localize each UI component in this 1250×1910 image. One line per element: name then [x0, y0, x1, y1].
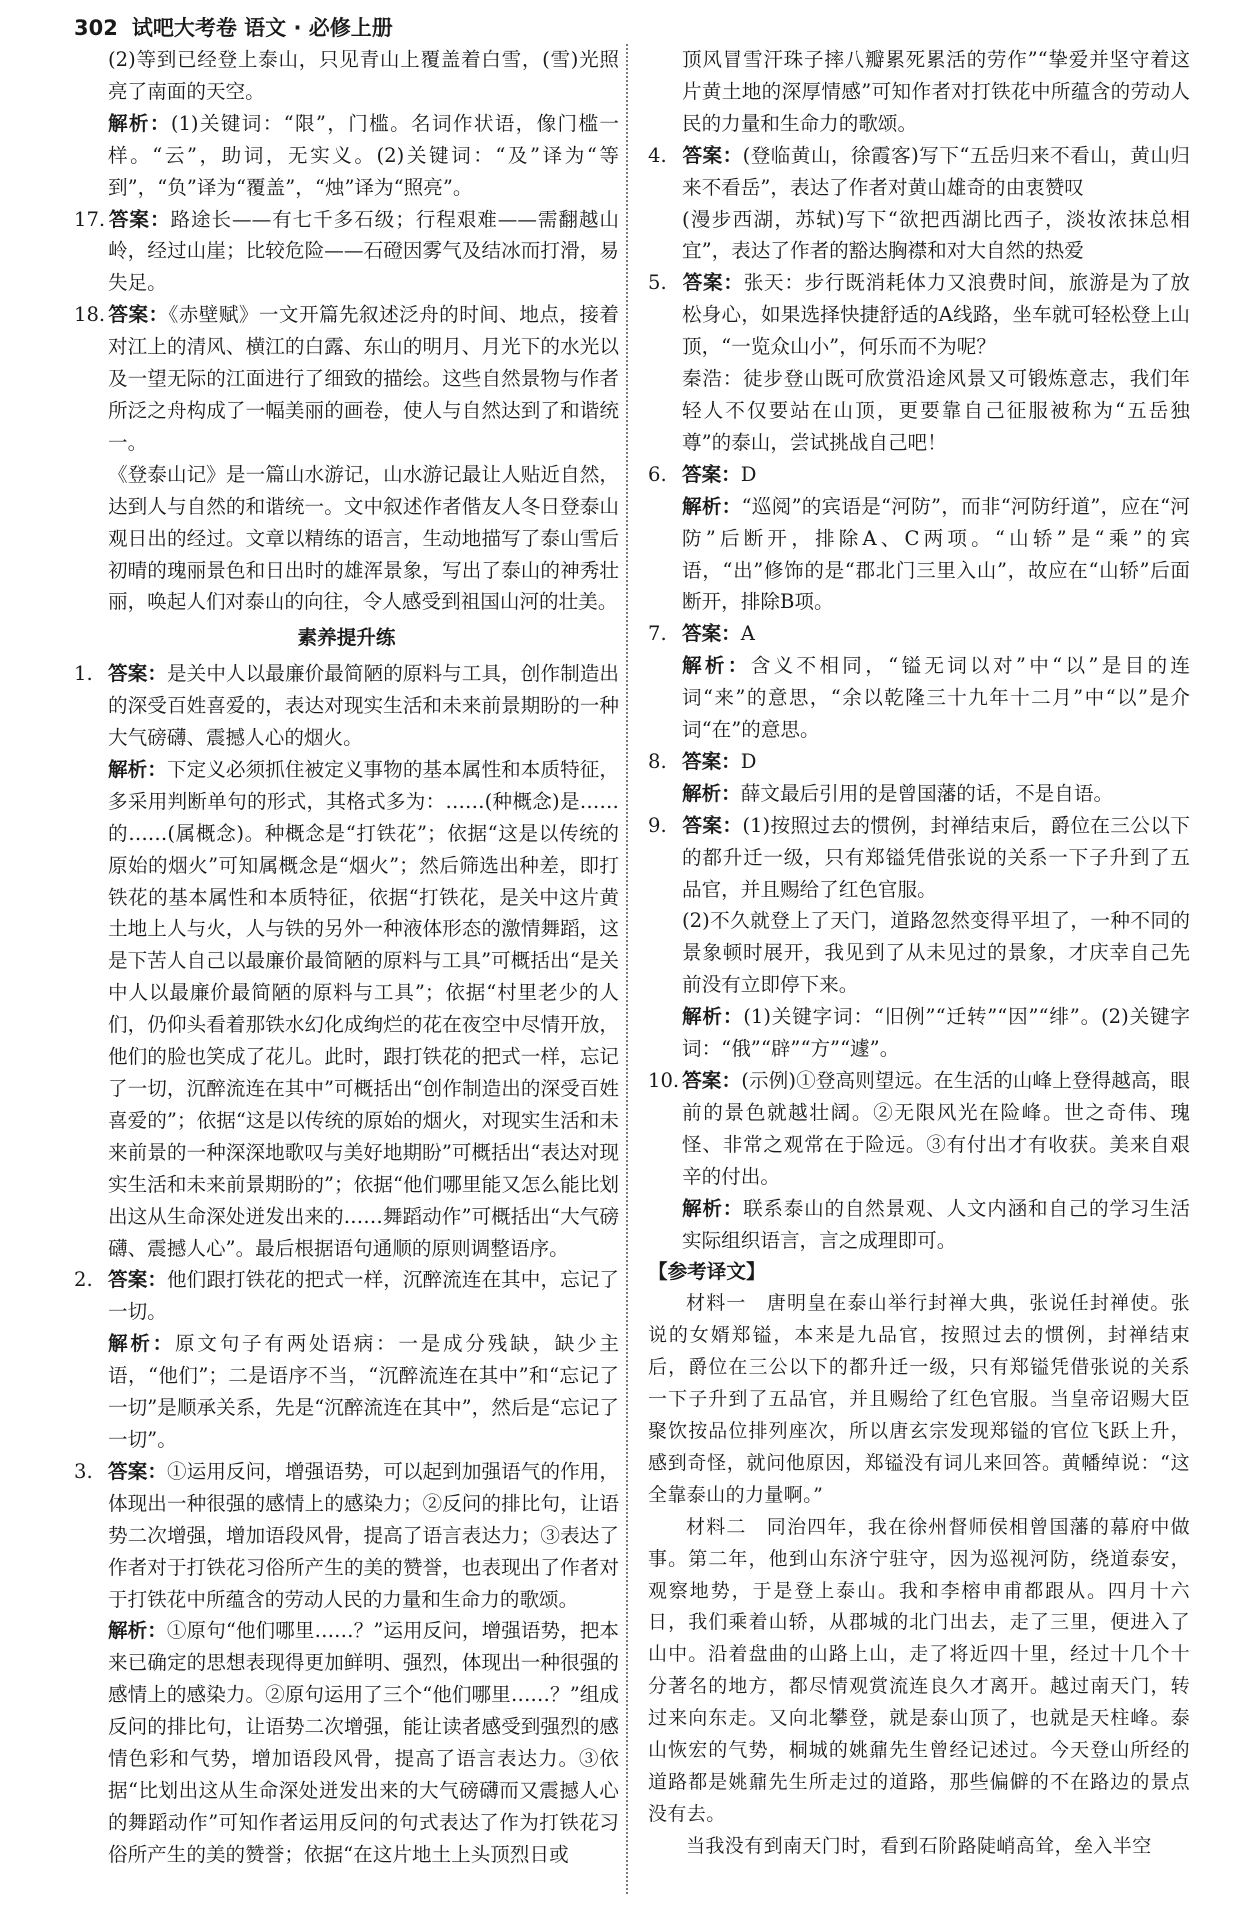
- translation-material-1: 材料一 唐明皇在泰山举行封禅大典，张说任封禅使。张说的女婿郑镒，本来是九品官，按照过去的惯例，封禅结束后，爵位在三公以下的都升迁一级，只有郑镒凭借张说的关系一下子升到了五品官，并且赐给了红色官服。当皇帝诏赐大臣聚饮按品位排列座次，所以唐玄宗发现郑镒的官位飞跃上升，感到奇怪，就问他原因，郑镒没有词儿来回答。黄幡绰说：“这全靠泰山的力量啊。”: [648, 1292, 1190, 1506]
- analysis-label: 解析：: [682, 654, 751, 678]
- analysis-block: [648, 491, 1190, 619]
- analysis-text: “巡阅”的宾语是“河防”，而非“河防纡道”，应在“河防”后断开，排除A、C两项。“山轿”是“乘”的宾语，“出”修饰的是“郡北门三里入山”，故应在“山轿”后面断开，排除B项。: [682, 494, 1190, 614]
- section-title: 素养提升练: [297, 626, 396, 650]
- question-number: 4.: [648, 143, 667, 167]
- page-header: [74, 12, 1250, 42]
- analysis-block: [648, 778, 1190, 810]
- analysis-label: 解析：: [108, 1619, 167, 1643]
- analysis-text: 原文句子有两处语病：一是成分残缺，缺少主语，“他们”；二是语序不当，“沉醉流连在其中”和“忘记了一切”是顺承关系，先是“沉醉流连在其中”，然后是“忘记了一切”。: [108, 1332, 620, 1451]
- translation-material-3: 当我没有到南天门时，看到石阶路陡峭高耸，垒入半空: [686, 1834, 1152, 1857]
- answer-text: (1)按照过去的惯例，封禅结束后，爵位在三公以下的都升迁一级，只有郑镒凭借张说的关系一下子升到了五品官，并且赐给了红色官服。: [682, 813, 1191, 901]
- analysis-text: (1)关键字词：“旧例”“迁转”“因”“绯”。(2)关键字词：“俄”“辟”“方”“遽”。: [682, 1005, 1190, 1061]
- analysis-label: 解析：: [682, 1005, 744, 1029]
- question-s7: [648, 618, 1190, 650]
- answer-text: (2)不久就登上了天门，道路忽然变得平坦了，一种不同的景象顿时展开，我见到了从未见过的景象，才庆幸自己先前没有立即停下来。: [682, 909, 1190, 997]
- analysis-block: [648, 1193, 1190, 1257]
- analysis-block: [74, 1328, 619, 1456]
- question-s4: [648, 140, 1190, 204]
- right-column: [648, 44, 1190, 1863]
- analysis-block: [74, 108, 619, 204]
- question-s8: [648, 746, 1190, 778]
- question-number: 9.: [648, 813, 667, 837]
- answer-text: 顶风冒雪汗珠子摔八瓣累死累活的劳作”“挚爱并坚守着这片黄土地的深厚情感”可知作者对打铁花中所蕴含的劳动人民的力量和生命力的歌颂。: [682, 48, 1190, 135]
- analysis-block: [74, 754, 619, 1265]
- translation-material-2: 材料二 同治四年，我在徐州督师侯相曾国藩的幕府中做事。第二年，他到山东济宁驻守，因为巡视河防，绕道泰安，观察地势，于是登上泰山。我和李榕申甫都跟从。四月十六日，我们乘着山轿，从郡城的北门出去，走了三里，便进入了山中。沿着盘曲的山路上山，走了将近四十里，经过十几个十分著名的地方，都尽情观赏流连良久才离开。越过南天门，转过来向东走。又向北攀登，就是泰山顶了，也就是天柱峰。泰山恢宏的气势，桐城的姚鼐先生曾经记述过。今天登山所经的道路都是姚鼐先生所走过的道路，那些偏僻的不在路边的景点没有去。: [648, 1515, 1190, 1825]
- question-s5: [648, 267, 1190, 363]
- question-s6: [648, 459, 1190, 491]
- analysis-block: [648, 1001, 1190, 1065]
- answer-label: 答案：: [108, 303, 169, 327]
- answer-text: (示例)①登高则望远。在生活的山峰上登得越高，眼前的景色就越壮阔。②无限风光在险峰。世之奇伟、瑰怪、非常之观常在于险远。③有付出才有收获。美来自艰辛的付出。: [682, 1069, 1191, 1188]
- analysis-text: ①原句“他们哪里……？”运用反问，增强语势，把本来已确定的思想表现得更加鲜明、强烈，体现出一种很强的感情上的感染力。②原句运用了三个“他们哪里……？”组成反问的排比句，让语势二次增强，能让读者感受到强烈的感情色彩和气势，增加语段风骨，提高了语言表达力。③依据“比划出这从生命深处迸发出来的大气磅礴而又震撼人心的舞蹈动作”可知作者运用反问的句式表达了作为打铁花习俗所产生的美的赞誉；依据“在这片地土上头顶烈日或: [108, 1619, 619, 1866]
- question-number: 7.: [648, 622, 667, 646]
- question-s9: [648, 810, 1190, 906]
- answer-text: A: [740, 622, 755, 646]
- answer-text: 秦浩：徒步登山既可欣赏沿途风景又可锻炼意志，我们年轻人不仅要站在山顶，更要靠自己征服被称为“五岳独尊”的泰山，尝试挑战自己吧！: [682, 367, 1190, 454]
- analysis-label: 解析：: [682, 494, 742, 518]
- answer-label: 答案：: [108, 1459, 168, 1483]
- analysis-text: 联系泰山的自然景观、人文内涵和自己的学习生活实际组织语言，言之成理即可。: [682, 1196, 1191, 1252]
- question-number: 1.: [74, 662, 93, 686]
- reference-translation-title: 【参考译文】: [648, 1260, 766, 1284]
- answer-text: D: [740, 749, 757, 773]
- answer-label: 答案：: [682, 143, 743, 167]
- answer-label: 答案：: [682, 271, 744, 295]
- question-17: [74, 204, 619, 300]
- question-number: 17.: [74, 207, 106, 231]
- question-number: 2.: [74, 1268, 93, 1292]
- analysis-label: 解析：: [682, 1196, 744, 1220]
- analysis-block: [74, 1615, 619, 1870]
- left-column: [74, 44, 619, 1871]
- answer-text: 张天：步行既消耗体力又浪费时间，旅游是为了放松身心，如果选择快捷舒适的A线路，坐车就可轻松登上山顶，“一览众山小”，何乐而不为呢？: [682, 271, 1191, 359]
- question-number: 10.: [648, 1069, 680, 1092]
- answer-text: (登临黄山，徐霞客)写下“五岳归来不看山，黄山归来不看岳”，表达了作者对黄山雄奇的由衷赞叹: [682, 143, 1190, 199]
- analysis-block: [648, 650, 1190, 746]
- answer-label: 答案：: [682, 749, 741, 773]
- question-number: 8.: [648, 749, 667, 773]
- answer-text: (2)等到已经登上泰山，只见青山上覆盖着白雪，(雪)光照亮了南面的天空。: [108, 48, 619, 103]
- answer-label: 答案：: [682, 622, 741, 646]
- page-number: 302: [74, 16, 118, 40]
- question-s10: [648, 1065, 1190, 1193]
- answer-text: 是关中人以最廉价最简陋的原料与工具，创作制造出的深受百姓喜爱的，表达对现实生活和未来前景期盼的一种大气磅礴、震撼人心的烟火。: [108, 662, 620, 750]
- analysis-label: 解析：: [108, 757, 167, 781]
- answer-text: 他们跟打铁花的把式一样，沉醉流连在其中，忘记了一切。: [108, 1268, 620, 1324]
- analysis-text: 含义不相同，“镒无词以对”中“以”是目的连词“来”的意思，“余以乾隆三十九年十二月”中“以”是介词“在”的意思。: [682, 654, 1190, 742]
- question-s1: [74, 658, 619, 754]
- analysis-label: 解析：: [108, 111, 171, 135]
- answer-label: 答案：: [682, 462, 741, 486]
- question-s3: [74, 1456, 619, 1616]
- analysis-text: (1)关键词：“限”，门槛。名词作状语，像门槛一样。“云”，助词，无实义。(2)关键词：“及”译为“等到”，“负”译为“覆盖”，“烛”译为“照亮”。: [108, 111, 620, 199]
- question-number: 3.: [74, 1459, 93, 1483]
- analysis-text: 下定义必须抓住被定义事物的基本属性和本质特征，多采用判断单句的形式，其格式多为：……(种概念)是……的……(属概念)。种概念是“打铁花”；依据“这是以传统的原始的烟火”可知属概念是“烟火”；然后筛选出种差，即打铁花的基本属性和本质特征，依据“打铁花，是关中这片黄土地上人与火，人与铁的另外一种液体形态的激情舞蹈，这是下苦人自己以最廉价最简陋的原料与工具”可概括出“是关中人以最廉价最简陋的原料与工具”；依据“村里老少的人们，仍仰头看着那铁水幻化成绚烂的花在夜空中尽情开放，他们的脸也笑成了花儿。此时，跟打铁花的把式一样，忘记了一切，沉醉流连在其中”可概括出“创作制造出的深受百姓喜爱的”；依据“这是以传统的原始的烟火，对现实生活和未来前景的一种深深地歌叹与美好地期盼”可概括出“表达对现实生活和未来前景期盼的”；依据“他们哪里能又怎么能比划出这从生命深处迸发出来的……舞蹈动作”可概括出“大气磅礴、震撼人心”。最后根据语句通顺的原则调整语序。: [108, 757, 619, 1260]
- answer-text: 路途长——有七千多石级；行程艰难——需翻越山岭，经过山崖；比较危险——石磴因雾气及结冰而打滑，易失足。: [108, 207, 620, 295]
- book-title: 试吧大考卷 语文 · 必修上册: [131, 16, 393, 40]
- analysis-label: 解析：: [682, 781, 741, 805]
- answer-text: 《登泰山记》是一篇山水游记，山水游记最让人贴近自然，达到人与自然的和谐统一。文中叙述作者偕友人冬日登泰山观日出的经过。文章以精练的语言，生动地描写了泰山雪后初晴的瑰丽景色和日出时的雄浑景象，写出了泰山的神秀壮丽，唤起人们对泰山的向往，令人感受到祖国山河的壮美。: [108, 462, 619, 614]
- question-s2: [74, 1264, 619, 1328]
- answer-label: 答案：: [108, 1268, 168, 1292]
- answer-label: 答案：: [682, 1069, 742, 1092]
- question-number: 18.: [74, 303, 106, 327]
- answer-label: 答案：: [682, 813, 743, 837]
- answer-text: (漫步西湖，苏轼)写下“欲把西湖比西子，淡妆浓抹总相宜”，表达了作者的豁达胸襟和对大自然的热爱: [682, 207, 1190, 263]
- answer-text: 《赤壁赋》一文开篇先叙述泛舟的时间、地点，接着对江上的清风、横江的白露、东山的明月、月光下的水光以及一望无际的江面进行了细致的描绘。这些自然景物与作者所泛之舟构成了一幅美丽的画卷，使人与自然达到了和谐统一。: [108, 303, 619, 454]
- answer-text: D: [740, 462, 757, 486]
- question-number: 5.: [648, 271, 667, 295]
- analysis-label: 解析：: [108, 1332, 176, 1356]
- column-divider: [626, 44, 628, 1894]
- answer-label: 答案：: [108, 662, 168, 686]
- question-number: 6.: [648, 462, 667, 486]
- analysis-text: 薛文最后引用的是曾国藩的话，不是自语。: [740, 781, 1114, 805]
- question-18: [74, 299, 619, 459]
- answer-text: ①运用反问，增强语势，可以起到加强语气的作用，体现出一种很强的感情上的感染力；②反问的排比句，让语势二次增强，增加语段风骨，提高了语言表达力；③表达了作者对于打铁花习俗所产生的美的赞誉，也表现出了作者对于打铁花中所蕴含的劳动人民的力量和生命力的歌颂。: [108, 1459, 620, 1611]
- answer-label: 答案：: [108, 207, 171, 231]
